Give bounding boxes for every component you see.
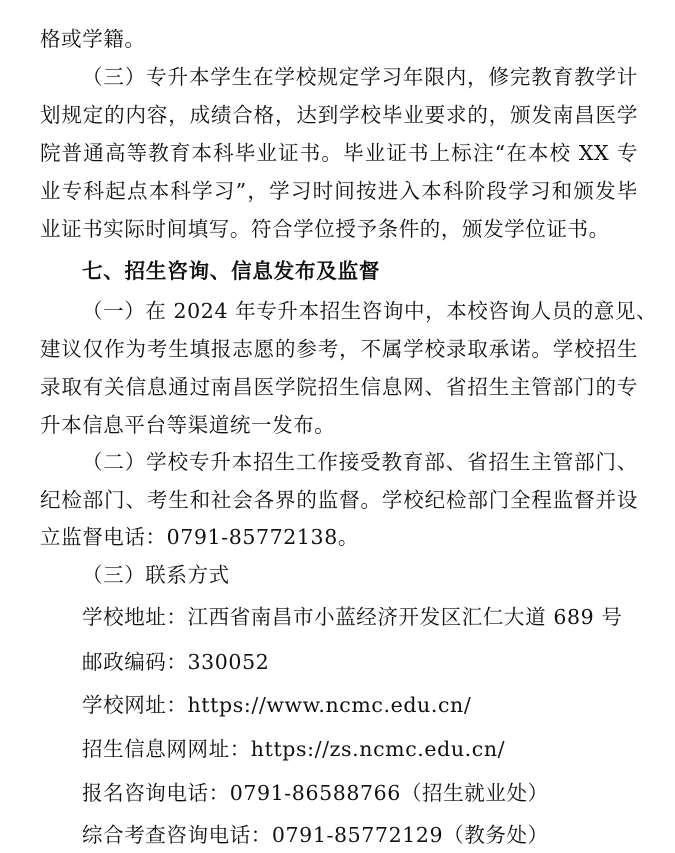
paragraph-line: 立监督电话：0791-85772138。	[40, 525, 359, 549]
paragraph-line: （三）专升本学生在学校规定学习年限内，修完教育教学计	[82, 65, 638, 89]
paragraph-line: 纪检部门、考生和社会各界的监督。学校纪检部门全程监督并设	[40, 488, 638, 512]
paragraph-line: 建议仅作为考生填报志愿的参考，不属学校录取承诺。学校招生	[40, 337, 638, 361]
contact-assessment-phone: 综合考查咨询电话：0791-85772129（教务处）	[82, 823, 549, 847]
section-heading: 七、招生咨询、信息发布及监督	[82, 259, 381, 283]
paragraph-line: 升本信息平台等渠道统一发布。	[40, 413, 336, 437]
contact-address: 学校地址：江西省南昌市小蓝经济开发区汇仁大道 689 号	[82, 605, 623, 629]
subsection-heading: （三）联系方式	[82, 563, 230, 587]
paragraph-line: 业证书实际时间填写。符合学位授予条件的，颁发学位证书。	[40, 217, 610, 241]
paragraph-line: （一）在 2024 年专升本招生咨询中，本校咨询人员的意见、	[82, 299, 658, 323]
contact-website: 学校网址：https://www.ncmc.edu.cn/	[82, 693, 472, 717]
contact-postcode: 邮政编码：330052	[82, 650, 270, 674]
contact-registration-phone: 报名咨询电话：0791-86588766（招生就业处）	[82, 781, 549, 805]
paragraph-line: 院普通高等教育本科毕业证书。毕业证书上标注“在本校 XX 专	[40, 141, 638, 165]
paragraph-line: （二）学校专升本招生工作接受教育部、省招生主管部门、	[82, 450, 638, 474]
paragraph-line: 划规定的内容，成绩合格，达到学校毕业要求的，颁发南昌医学	[40, 103, 638, 127]
contact-admissions-website: 招生信息网网址：https://zs.ncmc.edu.cn/	[82, 737, 506, 761]
paragraph-line: 录取有关信息通过南昌医学院招生信息网、省招生主管部门的专	[40, 375, 638, 399]
text-line: 格或学籍。	[40, 27, 146, 51]
paragraph-line: 业专科起点本科学习”，学习时间按进入本科阶段学习和颁发毕	[40, 179, 638, 203]
